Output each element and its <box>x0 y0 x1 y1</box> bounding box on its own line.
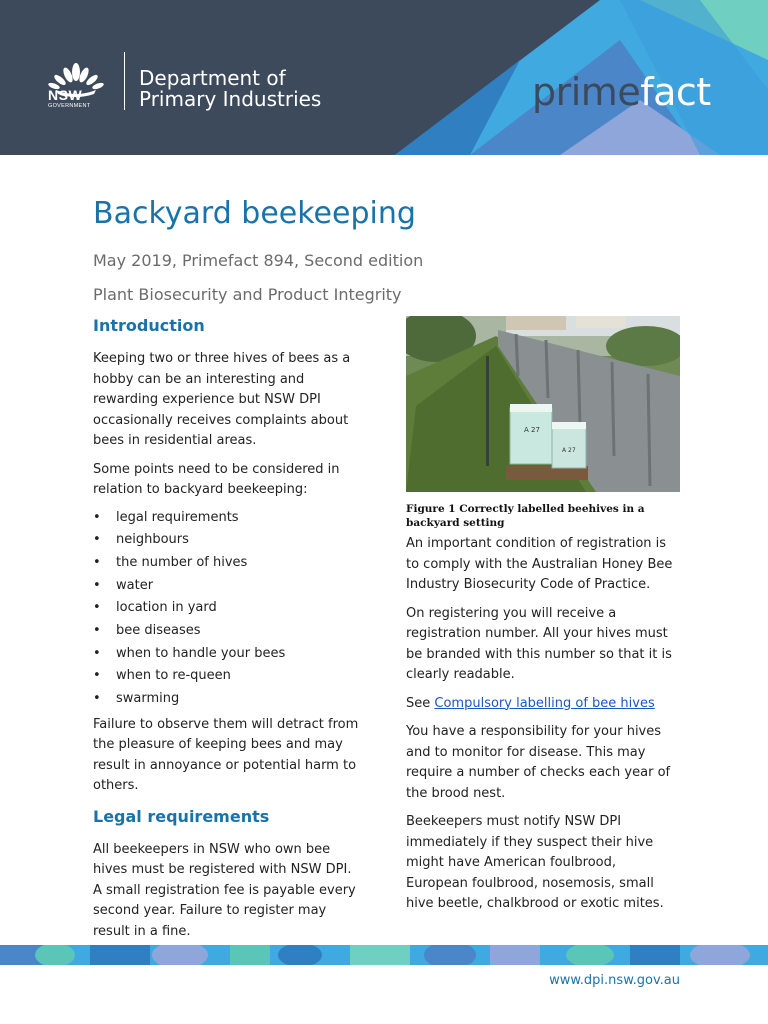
right-paragraph-1: An important condition of registration is to comply with the Australian Honey Bee Industry Biosecurity Code of Practice. <box>406 536 673 592</box>
nsw-government-text: GOVERNMENT <box>48 103 91 109</box>
edition-info: May 2019, Primefact 894, Second edition <box>93 251 424 270</box>
introduction-heading: Introduction <box>93 316 205 335</box>
list-item: • swarming <box>93 688 363 711</box>
intro-paragraph-2: Some points need to be considered in relation to backyard beekeeping: <box>93 461 340 497</box>
hive-label-a: A 27 <box>524 426 540 434</box>
right-paragraph-3: You have a responsibility for your hives and to monitor for disease. This may require a number of checks each year of the brood nest. <box>406 724 671 801</box>
left-column <box>93 316 363 942</box>
figure-caption: Figure 1 Correctly labelled beehives in a backyard setting <box>406 503 645 529</box>
brand-fact: fact <box>640 70 711 114</box>
header-banner <box>0 0 768 155</box>
see-reference <box>406 694 681 715</box>
primefact-brand <box>532 70 711 114</box>
division-info: Plant Biosecurity and Product Integrity <box>93 285 402 304</box>
logo-divider <box>124 52 125 110</box>
list-item: • location in yard <box>93 597 363 620</box>
beehives-photo <box>406 316 680 492</box>
list-item: • neighbours <box>93 529 363 552</box>
compulsory-labelling-link[interactable]: Compulsory labelling of bee hives <box>434 695 655 711</box>
considerations-list <box>93 507 363 711</box>
right-paragraph-2: On registering you will receive a registration number. All your hives must be branded with this number so that it is clearly readable. <box>406 605 672 682</box>
list-item: • bee diseases <box>93 620 363 643</box>
intro-paragraph-3: Failure to observe them will detract from the pleasure of keeping bees and may result in annoyance or potential harm to others. <box>93 716 359 794</box>
list-item: • water <box>93 575 363 598</box>
nsw-logo-text: NSW <box>48 87 83 103</box>
list-item: • when to handle your bees <box>93 643 363 666</box>
page-title: Backyard beekeeping <box>93 196 416 231</box>
department-line-2: Primary Industries <box>139 87 322 111</box>
intro-paragraph-1: Keeping two or three hives of bees as a hobby can be an interesting and rewarding experience but NSW DPI occasionally receives complaints about bees in residential areas. <box>93 351 351 448</box>
department-line-1: Department of <box>139 66 286 90</box>
right-column <box>406 316 681 915</box>
list-item: • the number of hives <box>93 552 363 575</box>
see-prefix: See <box>406 695 435 711</box>
footer-website-url[interactable]: www.dpi.nsw.gov.au <box>549 973 680 988</box>
list-item: • when to re-queen <box>93 665 363 688</box>
legal-requirements-heading: Legal requirements <box>93 806 270 826</box>
brand-prime: prime <box>532 70 641 114</box>
hive-label-b: A 27 <box>562 447 576 454</box>
right-paragraph-4: Beekeepers must notify NSW DPI immediately if they suspect their hive might have American foulbrood, European foulbrood, nosemosis, small hive beetle, chalkbrood or exotic mites. <box>406 814 664 911</box>
list-item: • legal requirements <box>93 507 363 530</box>
footer-decorative-stripe <box>0 945 768 965</box>
department-name <box>139 68 321 110</box>
legal-paragraph-1: All beekeepers in NSW who own bee hives must be registered with NSW DPI. A small registration fee is payable every second year. Failure to register may result in a fine. <box>93 841 356 939</box>
